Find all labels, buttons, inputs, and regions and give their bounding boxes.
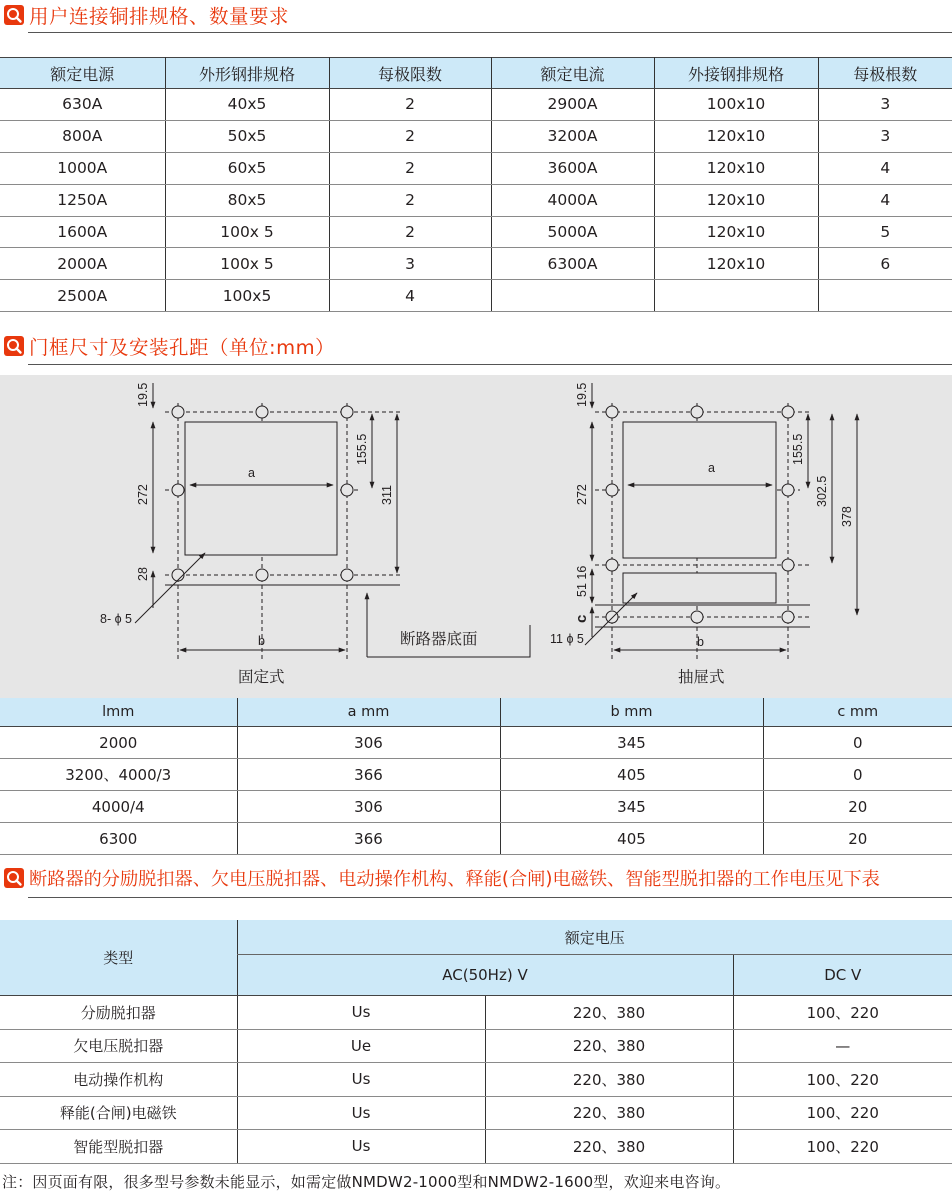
- ac-header: AC(50Hz) V: [237, 955, 733, 996]
- dimension-label: 28: [136, 567, 150, 581]
- dimension-label: 19.5: [136, 382, 150, 407]
- divider: [28, 32, 952, 33]
- table-cell: 2500A: [0, 280, 165, 312]
- table-row: [0, 1096, 952, 1130]
- column-header: 外形钢排规格: [165, 58, 329, 89]
- table-cell: 345: [500, 791, 763, 823]
- table-row: [0, 184, 952, 216]
- column-header: 额定电流: [491, 58, 654, 89]
- divider: [28, 364, 952, 365]
- table-cell: 4: [818, 184, 952, 216]
- table-cell: 50x5: [165, 120, 329, 152]
- table-cell: 电动操作机构: [0, 1063, 237, 1097]
- table-row: [0, 759, 952, 791]
- table-row: [0, 248, 952, 280]
- table-row: [0, 120, 952, 152]
- divider: [28, 897, 952, 898]
- table-cell: 5000A: [491, 216, 654, 248]
- table-cell: 3200、4000/3: [0, 759, 237, 791]
- drawer-type-drawing: [585, 383, 857, 660]
- table-cell: 100x5: [165, 280, 329, 312]
- table-cell: 100、220: [733, 996, 952, 1030]
- table-cell: 80x5: [165, 184, 329, 216]
- table-cell: 3: [329, 248, 491, 280]
- table-cell: Us: [237, 996, 485, 1030]
- section-title: 门框尺寸及安装孔距（单位:mm）: [29, 336, 336, 359]
- table-row: [0, 1063, 952, 1097]
- table-cell: 100、220: [733, 1096, 952, 1130]
- table-cell: 分励脱扣器: [0, 996, 237, 1030]
- table-row: [0, 1130, 952, 1164]
- table-cell: [818, 280, 952, 312]
- magnifier-icon: [4, 868, 24, 888]
- drawer-type-caption: 抽屉式: [678, 669, 725, 686]
- dimension-label: 311: [380, 485, 394, 505]
- table-cell: 释能(合闸)电磁铁: [0, 1096, 237, 1130]
- holes-label: 8- ϕ 5: [100, 612, 133, 626]
- dimension-label: a: [248, 466, 255, 480]
- table-row: [0, 823, 952, 855]
- table-header-row: [0, 58, 952, 89]
- table-row: [0, 152, 952, 184]
- magnifier-icon: [4, 5, 24, 25]
- table-cell: 欠电压脱扣器: [0, 1029, 237, 1063]
- table-row: [0, 280, 952, 312]
- table-cell: 3200A: [491, 120, 654, 152]
- voltage-table: [0, 920, 952, 1164]
- table-cell: 100、220: [733, 1130, 952, 1164]
- column-header: 外接钢排规格: [654, 58, 818, 89]
- dimension-label: b: [258, 634, 265, 648]
- table-cell: [491, 280, 654, 312]
- table-cell: 306: [237, 791, 500, 823]
- dimension-label: c: [573, 614, 590, 623]
- table-cell: 2: [329, 216, 491, 248]
- table-cell: 100x 5: [165, 216, 329, 248]
- table-cell: 366: [237, 759, 500, 791]
- dimension-label: 378: [840, 506, 854, 527]
- table-cell: 0: [763, 759, 952, 791]
- table-cell: 6300A: [491, 248, 654, 280]
- table-cell: 405: [500, 759, 763, 791]
- table-cell: 1000A: [0, 152, 165, 184]
- table-cell: 2: [329, 184, 491, 216]
- column-header: a mm: [237, 698, 500, 727]
- column-header: b mm: [500, 698, 763, 727]
- column-header: c mm: [763, 698, 952, 727]
- table-cell: 2: [329, 152, 491, 184]
- table-cell: 1600A: [0, 216, 165, 248]
- column-header: 每极根数: [818, 58, 952, 89]
- table-row: [0, 727, 952, 759]
- table-cell: 3: [818, 89, 952, 121]
- table-cell: 60x5: [165, 152, 329, 184]
- table-cell: 6300: [0, 823, 237, 855]
- table-cell: Us: [237, 1063, 485, 1097]
- breaker-bottom-label: 断路器底面: [400, 631, 478, 648]
- table-cell: 800A: [0, 120, 165, 152]
- dimension-label: 155.5: [791, 433, 805, 465]
- dc-header: DC V: [733, 955, 952, 996]
- dimension-label: b: [697, 635, 704, 649]
- table-row: [0, 791, 952, 823]
- dimension-label: 155.5: [355, 433, 369, 465]
- section-heading: [0, 331, 335, 361]
- magnifier-icon: [4, 336, 24, 356]
- frame-size-table: [0, 698, 952, 855]
- table-cell: 120x10: [654, 216, 818, 248]
- section-title: 用户连接铜排规格、数量要求: [29, 5, 290, 28]
- table-cell: 630A: [0, 89, 165, 121]
- table-cell: 220、380: [485, 1096, 733, 1130]
- table-cell: 120x10: [654, 120, 818, 152]
- dimension-label: a: [708, 461, 715, 475]
- mounting-drawing: [0, 375, 952, 698]
- table-cell: 1250A: [0, 184, 165, 216]
- table-cell: 220、380: [485, 1130, 733, 1164]
- table-cell: 220、380: [485, 996, 733, 1030]
- table-cell: 40x5: [165, 89, 329, 121]
- table-cell: 5: [818, 216, 952, 248]
- table-cell: 345: [500, 727, 763, 759]
- column-header: lmm: [0, 698, 237, 727]
- section-heading: [0, 0, 289, 30]
- dimension-label: 51 16: [575, 565, 589, 597]
- table-cell: 3: [818, 120, 952, 152]
- table-cell: 120x10: [654, 152, 818, 184]
- rated-voltage-header: 额定电压: [237, 920, 952, 955]
- table-cell: —: [733, 1029, 952, 1063]
- table-row: [0, 216, 952, 248]
- table-cell: 2900A: [491, 89, 654, 121]
- table-cell: 100、220: [733, 1063, 952, 1097]
- table-cell: [654, 280, 818, 312]
- holes-label: 11 ϕ 5: [550, 632, 584, 646]
- table-cell: 4000/4: [0, 791, 237, 823]
- table-cell: 20: [763, 791, 952, 823]
- table-cell: 2000A: [0, 248, 165, 280]
- table-cell: 20: [763, 823, 952, 855]
- table-cell: 100x 5: [165, 248, 329, 280]
- table-cell: Us: [237, 1096, 485, 1130]
- table-cell: 2: [329, 89, 491, 121]
- table-cell: 306: [237, 727, 500, 759]
- table-cell: 4: [818, 152, 952, 184]
- table-cell: 2: [329, 120, 491, 152]
- table-cell: 4: [329, 280, 491, 312]
- table-row: [0, 89, 952, 121]
- table-cell: 220、380: [485, 1029, 733, 1063]
- table-header-row: [0, 698, 952, 727]
- table-cell: 3600A: [491, 152, 654, 184]
- table-cell: 100x10: [654, 89, 818, 121]
- table-cell: 智能型脱扣器: [0, 1130, 237, 1164]
- table-cell: Ue: [237, 1029, 485, 1063]
- dimension-label: 19.5: [575, 382, 589, 407]
- column-header: 额定电源: [0, 58, 165, 89]
- dimension-label: 272: [136, 484, 150, 505]
- table-row: [0, 996, 952, 1030]
- section-title: 断路器的分励脱扣器、欠电压脱扣器、电动操作机构、释能(合闸)电磁铁、智能型脱扣器的工作电压见下表: [29, 869, 880, 890]
- table-cell: 0: [763, 727, 952, 759]
- table-cell: 120x10: [654, 184, 818, 216]
- table-cell: 4000A: [491, 184, 654, 216]
- table-cell: Us: [237, 1130, 485, 1164]
- dimension-label: 272: [575, 484, 589, 505]
- table-cell: 120x10: [654, 248, 818, 280]
- table-row: [0, 1029, 952, 1063]
- fixed-type-caption: 固定式: [238, 669, 285, 686]
- table-cell: 405: [500, 823, 763, 855]
- type-header: 类型: [0, 920, 237, 996]
- table-cell: 2000: [0, 727, 237, 759]
- door-frame-diagram: [0, 375, 952, 698]
- column-header: 每极限数: [329, 58, 491, 89]
- footnote: 注：因页面有限，很多型号参数未能显示，如需定做NMDW2-1000型和NMDW2-1600型，欢迎来电咨询。: [2, 1173, 731, 1191]
- busbar-spec-table: [0, 57, 952, 312]
- dimension-label: 302.5: [815, 475, 829, 507]
- table-cell: 366: [237, 823, 500, 855]
- section-heading: [0, 863, 880, 893]
- table-cell: 220、380: [485, 1063, 733, 1097]
- fixed-type-drawing: [135, 383, 530, 660]
- table-cell: 6: [818, 248, 952, 280]
